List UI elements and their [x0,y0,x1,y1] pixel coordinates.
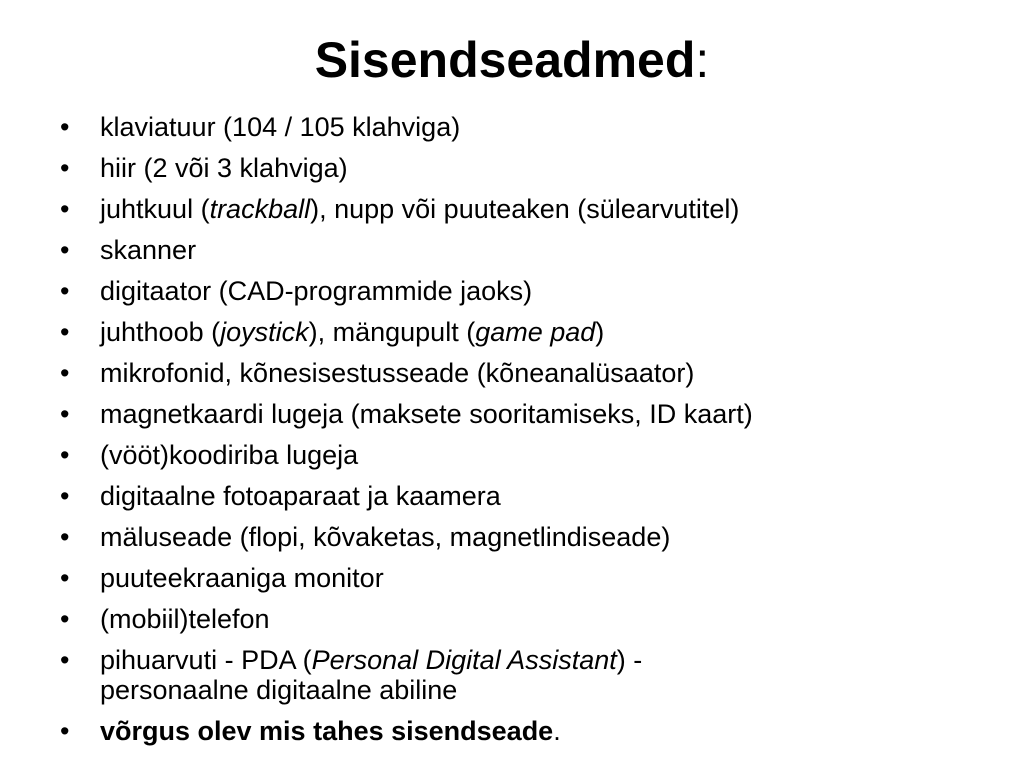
bullet-icon: • [60,645,70,675]
item-text-post: ) - [616,645,643,675]
item-text-bold: võrgus olev mis tahes sisendseade [100,716,554,746]
bullet-icon: • [60,563,70,593]
item-text: puuteekraaniga monitor [100,563,384,593]
list-item [60,481,1000,511]
item-text: mikrofonid, kõnesisestusseade (kõneanalüsaator) [100,358,695,388]
list-item [60,522,1000,552]
item-text: mäluseade (flopi, kõvaketas, magnetlindiseade) [100,522,671,552]
list-item [60,317,1000,347]
item-line-1 [100,645,1000,675]
item-text: digitaator (CAD-programmide jaoks) [100,276,533,306]
item-line-2: personaalne digitaalne abiline [100,675,458,705]
bullet-icon: • [60,481,70,511]
bullet-icon: • [60,276,70,306]
item-text-mid: ), mängupult ( [308,317,476,347]
item-text-italic: trackball [209,194,311,224]
list-item [60,276,1000,306]
bullet-icon: • [60,399,70,429]
list-item [60,563,1000,593]
item-text-post: ), nupp või puuteaken (sülearvutitel) [310,194,740,224]
bullet-icon: • [60,522,70,552]
item-text-pre: juhthoob ( [100,317,221,347]
item-text: klaviatuur (104 / 105 klahviga) [100,112,461,142]
title-text: Sisendseadmed [314,32,696,88]
bullet-icon: • [60,112,70,142]
item-text: hiir (2 või 3 klahviga) [100,153,348,183]
list-item [60,235,1000,265]
list-item [60,358,1000,388]
item-text: (vööt)koodiriba lugeja [100,440,359,470]
bullet-icon: • [60,716,70,746]
item-text-italic: Personal Digital Assistant [311,645,617,675]
list-item [60,716,1000,746]
item-text-italic: joystick [220,317,309,347]
item-text-pre: juhtkuul ( [100,194,210,224]
item-text: (mobiil)telefon [100,604,270,634]
bullet-icon: • [60,153,70,183]
list-item [60,440,1000,470]
item-text-post: . [553,716,561,746]
list-item [60,194,1000,224]
item-text-pre: pihuarvuti - PDA ( [100,645,312,675]
bullet-list [60,112,1000,757]
list-item [60,399,1000,429]
title-colon: : [695,32,710,88]
item-text: digitaalne fotoaparaat ja kaamera [100,481,501,511]
item-text-italic: game pad [475,317,596,347]
list-item [60,153,1000,183]
list-item [60,112,1000,142]
bullet-icon: • [60,358,70,388]
bullet-icon: • [60,235,70,265]
slide-title [0,28,1024,92]
bullet-icon: • [60,317,70,347]
list-item [60,645,1000,705]
bullet-icon: • [60,604,70,634]
item-text-post: ) [595,317,605,347]
bullet-icon: • [60,194,70,224]
item-text: magnetkaardi lugeja (maksete sooritamiseks, ID kaart) [100,399,753,429]
item-text: skanner [100,235,197,265]
bullet-icon: • [60,440,70,470]
list-item [60,604,1000,634]
